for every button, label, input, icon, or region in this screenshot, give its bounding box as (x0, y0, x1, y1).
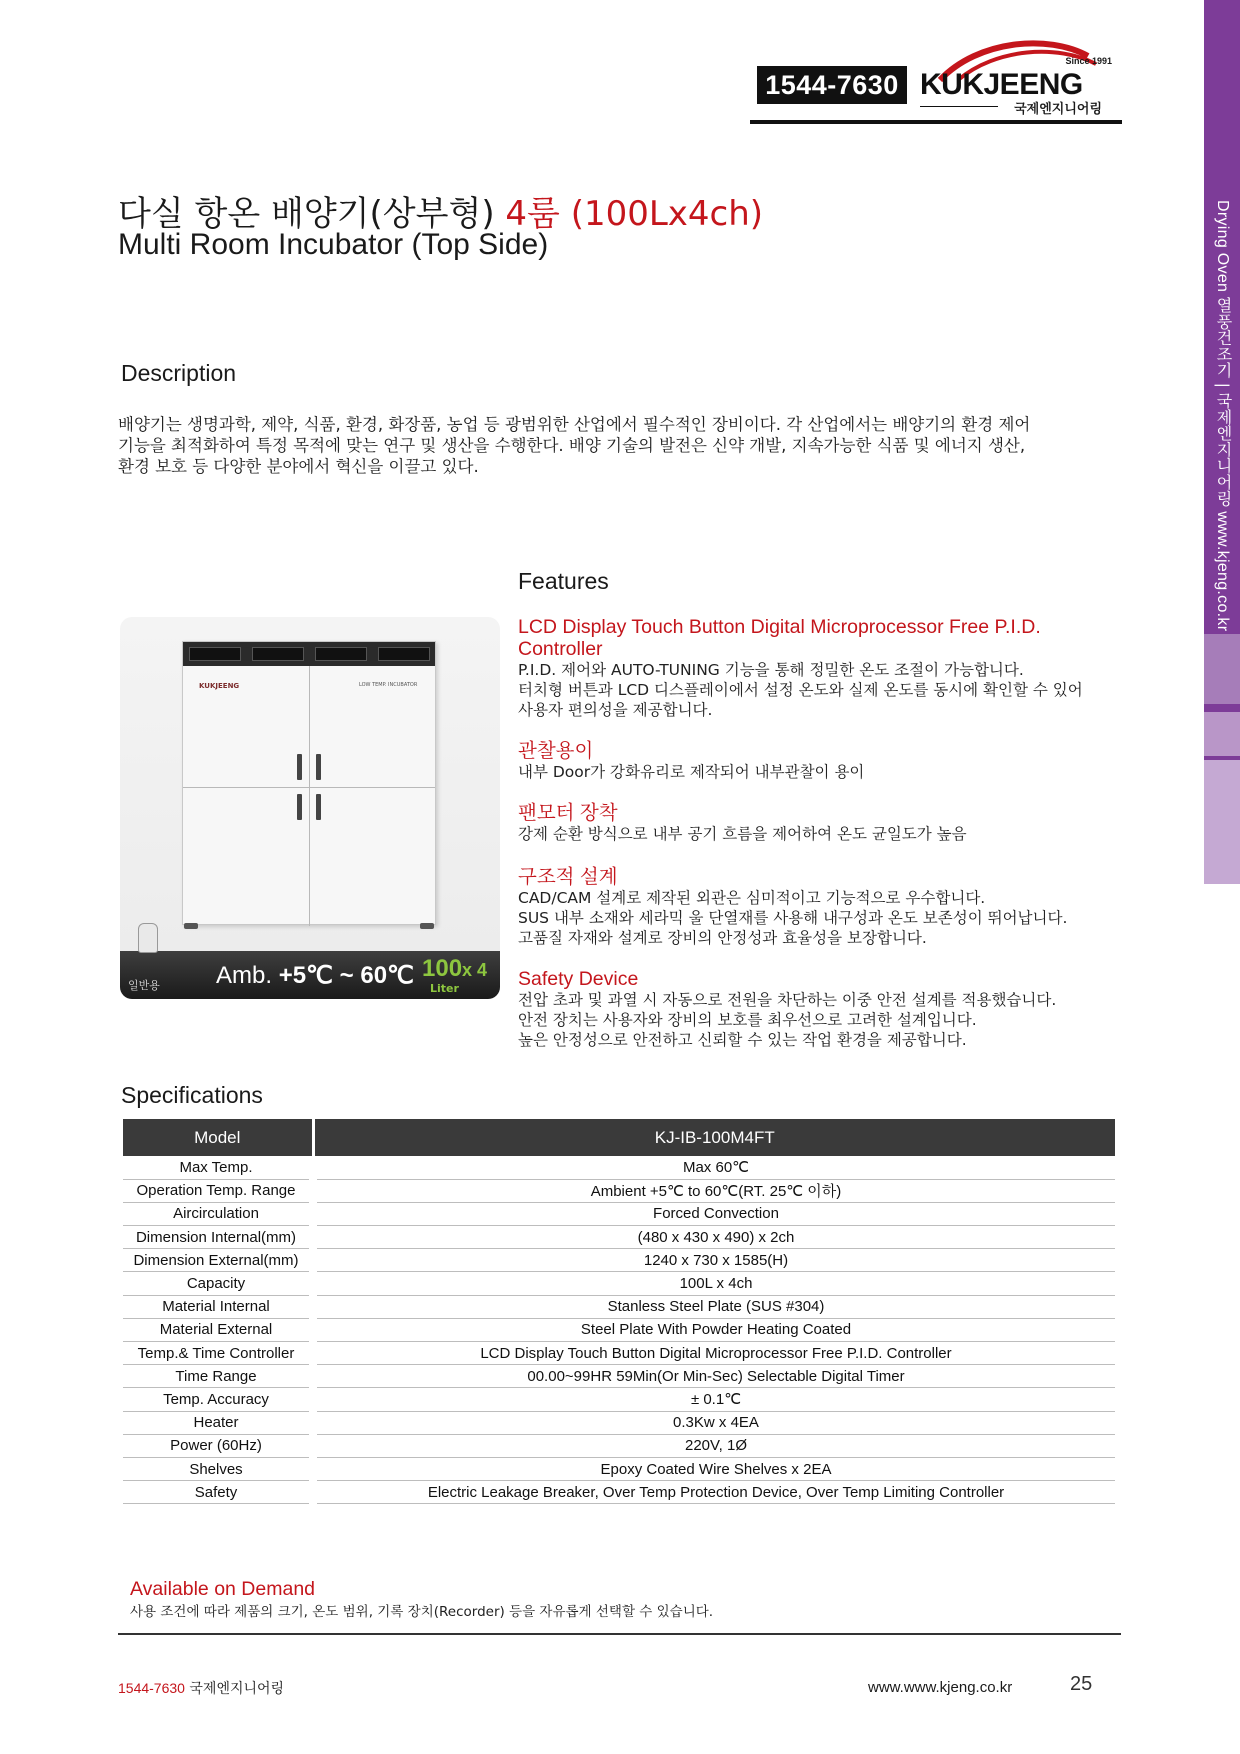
feature-title: 관찰용이 (518, 740, 594, 762)
specifications-table (123, 1119, 1115, 1504)
spec-key: Temp.& Time Controller (123, 1342, 313, 1365)
table-row (123, 1318, 1115, 1341)
feature-title: Safety Device (518, 968, 639, 990)
table-row (123, 1226, 1115, 1249)
cabinet-brand: KUKJEENG (199, 682, 240, 690)
available-title: Available on Demand (130, 1578, 316, 1600)
spec-value: 0.3Kw x 4EA (313, 1411, 1115, 1434)
spec-key: Temp. Accuracy (123, 1388, 313, 1411)
company-logo (918, 34, 1124, 116)
specifications-heading: Specifications (121, 1082, 263, 1108)
door-handle-icon (316, 794, 321, 820)
spec-value: Max 60℃ (313, 1156, 1115, 1179)
display-panel (315, 647, 367, 661)
model-header-value: KJ-IB-100M4FT (313, 1119, 1115, 1156)
table-row (123, 1457, 1115, 1480)
ambient-range (216, 961, 414, 990)
feature-item (518, 802, 1128, 844)
spec-key: Material External (123, 1318, 313, 1341)
display-panel (189, 647, 241, 661)
display-panel (378, 647, 430, 661)
title-korean-red: 4룸 (100Lx4ch) (505, 194, 764, 234)
control-panel (183, 642, 435, 666)
side-tab-text: Drying Oven 열풍건조기 | 국제엔지니어링 www.kjeng.co.kr (1214, 200, 1231, 632)
capacity-number: 100 (422, 955, 463, 982)
table-row (123, 1388, 1115, 1411)
description-line: 환경 보호 등 다양한 분야에서 혁신을 이끌고 있다. (118, 457, 479, 476)
feature-line: 높은 안정성으로 안전하고 신뢰할 수 있는 작업 환경을 제공합니다. (518, 1031, 967, 1049)
header-phone: 1544-7630 (757, 66, 907, 104)
plug-icon (138, 923, 158, 953)
logo-since: Since 1991 (1065, 56, 1112, 66)
spec-key: Dimension Internal(mm) (123, 1226, 313, 1249)
feature-line: 사용자 편의성을 제공합니다. (518, 701, 713, 719)
table-row (123, 1272, 1115, 1295)
footer-phone: 1544-7630 (118, 1680, 185, 1696)
side-tab-segment (1204, 634, 1240, 704)
available-text: 사용 조건에 따라 제품의 크기, 온도 범위, 기록 장치(Recorder) 등을 자유롭게 선택할 수 있습니다. (130, 1604, 714, 1620)
table-header-row (123, 1119, 1115, 1156)
spec-value: Epoxy Coated Wire Shelves x 2EA (313, 1457, 1115, 1480)
feature-line: 내부 Door가 강화유리로 제작되어 내부관찰이 용이 (518, 763, 865, 781)
feature-line: P.I.D. 제어와 AUTO-TUNING 기능을 통해 정밀한 온도 조절이 가능합니다. (518, 661, 1024, 679)
amb-prefix: Amb. (216, 962, 279, 989)
feature-line: SUS 내부 소재와 세라믹 울 단열재를 사용해 내구성과 온도 보존성이 뛰어납니다. (518, 909, 1068, 927)
spec-value: 100L x 4ch (313, 1272, 1115, 1295)
table-row (123, 1342, 1115, 1365)
spec-key: Shelves (123, 1457, 313, 1480)
feature-item (518, 616, 1128, 720)
table-row (123, 1202, 1115, 1225)
spec-key: Material Internal (123, 1295, 313, 1318)
power-type-label: 일반용 (128, 979, 160, 992)
feature-line: 전압 초과 및 과열 시 자동으로 전원을 차단하는 이중 안전 설계를 적용했습니다. (518, 991, 1057, 1009)
capacity-unit: Liter (430, 982, 459, 995)
page-number: 25 (1070, 1673, 1093, 1695)
logo-wordmark: KUKJEENG (920, 68, 1083, 101)
spec-value: Steel Plate With Powder Heating Coated (313, 1318, 1115, 1341)
table-row (123, 1481, 1115, 1504)
side-tab (1204, 0, 1240, 884)
spec-value: LCD Display Touch Button Digital Microprocessor Free P.I.D. Controller (313, 1342, 1115, 1365)
spec-key: Power (60Hz) (123, 1434, 313, 1457)
spec-key: Heater (123, 1411, 313, 1434)
footer-contact (118, 1678, 284, 1698)
feature-title: LCD Display Touch Button Digital Microprocessor Free P.I.D. Controller (518, 616, 1041, 660)
feature-line: 고품질 자재와 설계로 장비의 안정성과 효율성을 보장합니다. (518, 929, 927, 947)
display-panel (252, 647, 304, 661)
capacity-multiplier: x 4 (462, 960, 488, 980)
spec-value: Ambient +5℃ to 60℃(RT. 25℃ 이하) (313, 1179, 1115, 1202)
feature-item (518, 866, 1128, 948)
feature-line: 안전 장치는 사용자와 장비의 보호를 최우선으로 고려한 설계입니다. (518, 1011, 977, 1029)
title-korean-main: 다실 항온 배양기(상부형) (118, 194, 506, 234)
cabinet-foot (184, 923, 198, 929)
door-handle-icon (297, 754, 302, 780)
logo-divider (920, 106, 998, 107)
spec-key: Time Range (123, 1365, 313, 1388)
spec-value: Forced Convection (313, 1202, 1115, 1225)
cabinet-model-text: LOW TEMP. INCUBATOR (359, 682, 418, 688)
side-tab-segment (1204, 760, 1240, 884)
table-row (123, 1434, 1115, 1457)
door-handle-icon (316, 754, 321, 780)
spec-key: Aircirculation (123, 1202, 313, 1225)
feature-title: 팬모터 장착 (518, 802, 618, 824)
description-line: 기능을 최적화하여 특정 목적에 맞는 연구 및 생산을 수행한다. 배양 기술의 발전은 신약 개발, 지속가능한 식품 및 에너지 생산, (118, 436, 1026, 455)
table-row (123, 1365, 1115, 1388)
features-heading: Features (518, 568, 609, 594)
product-image (120, 617, 500, 999)
spec-value: Electric Leakage Breaker, Over Temp Protection Device, Over Temp Limiting Controller (313, 1481, 1115, 1504)
spec-value: Stanless Steel Plate (SUS #304) (313, 1295, 1115, 1318)
feature-line: 터치형 버튼과 LCD 디스플레이에서 설정 온도와 실제 온도를 동시에 확인할 수 있어 (518, 681, 1083, 699)
feature-line: CAD/CAM 설계로 제작된 외관은 심미적이고 기능적으로 우수합니다. (518, 889, 986, 907)
spec-key: Max Temp. (123, 1156, 313, 1179)
capacity-badge (422, 955, 487, 983)
cabinet-foot (420, 923, 434, 929)
door-divider (309, 666, 310, 926)
spec-value: (480 x 430 x 490) x 2ch (313, 1226, 1115, 1249)
spec-key: Operation Temp. Range (123, 1179, 313, 1202)
logo-korean: 국제엔지니어링 (1014, 102, 1102, 117)
page-title-english: Multi Room Incubator (Top Side) (118, 228, 549, 261)
feature-title: 구조적 설계 (518, 866, 618, 888)
side-tab-segment (1204, 712, 1240, 756)
spec-key: Capacity (123, 1272, 313, 1295)
spec-key: Safety (123, 1481, 313, 1504)
description-heading: Description (121, 360, 237, 386)
spec-value: ± 0.1℃ (313, 1388, 1115, 1411)
description-text (118, 414, 1128, 477)
header-rule (750, 120, 1122, 124)
model-header-key: Model (123, 1119, 313, 1156)
footer-url[interactable]: www.www.kjeng.co.kr (868, 1679, 1013, 1696)
spec-value: 220V, 1Ø (313, 1434, 1115, 1457)
table-row (123, 1179, 1115, 1202)
spec-value: 00.00~99HR 59Min(Or Min-Sec) Selectable Digital Timer (313, 1365, 1115, 1388)
table-row (123, 1411, 1115, 1434)
feature-item (518, 740, 1128, 782)
door-divider (183, 787, 435, 788)
spec-key: Dimension External(mm) (123, 1249, 313, 1272)
description-line: 배양기는 생명과학, 제약, 식품, 환경, 화장품, 농업 등 광범위한 산업에서 필수적인 장비이다. 각 산업에서는 배양기의 환경 제어 (118, 415, 1031, 434)
table-row (123, 1156, 1115, 1179)
amb-range-value: +5℃ ~ 60℃ (278, 962, 415, 989)
incubator-cabinet (182, 641, 436, 925)
table-row (123, 1295, 1115, 1318)
feature-item (518, 968, 1128, 1050)
footer-rule (118, 1633, 1121, 1635)
footer-company: 국제엔지니어링 (184, 1681, 285, 1697)
door-handle-icon (297, 794, 302, 820)
feature-line: 강제 순환 방식으로 내부 공기 흐름을 제어하여 온도 균일도가 높음 (518, 825, 967, 843)
table-row (123, 1249, 1115, 1272)
spec-value: 1240 x 730 x 1585(H) (313, 1249, 1115, 1272)
product-spec-bar (120, 951, 500, 999)
